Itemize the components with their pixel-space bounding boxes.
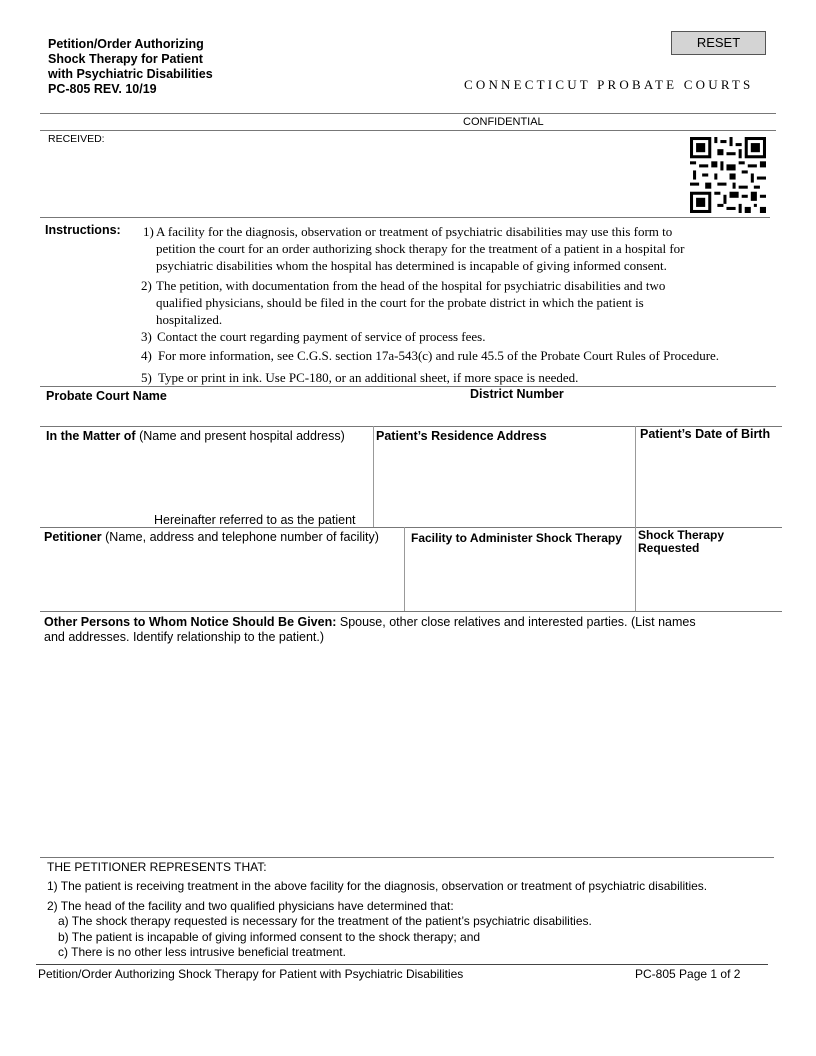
petitioner-label-bold: Petitioner [44,530,102,544]
footer-form-title: Petition/Order Authorizing Shock Therapy for Patient with Psychiatric Disabilities [38,967,464,981]
instruction-text: petition the court for an order authorizing shock therapy for the treatment of a patient in a hospital for [156,241,685,256]
instructions-label: Instructions: [45,223,121,237]
representation-sub-c: c) There is no other less intrusive beneficial treatment. [58,945,346,959]
item-number: 2) [141,278,152,293]
item-number: 5) [141,370,152,385]
item-number: 1) [143,224,154,239]
divider [40,386,776,387]
other-persons-rest: Spouse, other close relatives and interested parties. (List names [336,615,696,629]
column-divider [373,426,374,528]
matter-label [46,429,345,443]
other-persons-bold: Other Persons to Whom Notice Should Be Given: [44,615,337,629]
instruction-text: hospitalized. [156,312,223,327]
divider [40,113,776,114]
other-persons-line: and addresses. Identify relationship to the patient.) [44,630,325,644]
item-number: 3) [141,329,152,344]
instruction-text: psychiatric disabilities whom the hospital has determined is incapable of giving informed consent. [156,258,667,273]
footer-page-number: PC-805 Page 1 of 2 [635,967,741,981]
instruction-item-5 [141,369,781,386]
other-persons-line [44,615,784,630]
shock-therapy-requested-label [638,529,724,555]
shock-therapy-line: Requested [638,541,700,555]
divider [40,217,770,218]
instruction-item-1 [143,223,783,274]
instruction-text: Type or print in ink. Use PC-180, or an additional sheet, if more space is needed. [158,370,579,385]
column-divider [635,527,636,611]
footer-divider [36,964,768,965]
shock-therapy-line: Shock Therapy [638,528,725,542]
facility-label: Facility to Administer Shock Therapy [411,531,622,545]
title-line: with Psychiatric Disabilities [48,67,213,81]
form-number: PC-805 REV. 10/19 [48,82,157,96]
instruction-text: Contact the court regarding payment of service of process fees. [157,329,486,344]
hereinafter-label: Hereinafter referred to as the patient [154,513,356,527]
petitioner-label-rest: (Name, address and telephone number of facility) [101,530,379,544]
document-title [48,37,248,97]
qr-code [690,137,766,213]
column-divider [635,426,636,528]
column-divider [404,527,405,611]
petitioner-label [44,530,379,544]
representation-item-2: 2) The head of the facility and two qualified physicians have determined that: [47,899,454,913]
instruction-text: The petition, with documentation from the head of the hospital for psychiatric disabilities and two [156,278,666,293]
matter-label-rest: (Name and present hospital address) [135,429,345,443]
matter-label-bold: In the Matter of [46,429,136,443]
confidential-label: CONFIDENTIAL [463,116,544,128]
residence-address-label: Patient’s Residence Address [376,429,547,443]
instruction-item-2 [141,277,781,328]
title-line: Shock Therapy for Patient [48,52,203,66]
instruction-text: qualified physicians, should be filed in the court for the probate district in which the patient is [156,295,644,310]
divider [40,130,776,131]
instruction-item-4 [141,347,791,364]
other-persons-label [44,615,784,645]
instruction-item-3 [141,328,781,345]
item-number: 4) [141,348,152,363]
probate-court-name-label: Probate Court Name [46,389,167,403]
title-line: Petition/Order Authorizing [48,37,204,51]
representation-sub-a: a) The shock therapy requested is necessary for the treatment of the patient’s psychiatric disabilities. [58,914,592,928]
representation-item-1: 1) The patient is receiving treatment in the above facility for the diagnosis, observation or treatment of psychiatric disabilities. [47,879,708,893]
date-of-birth-label: Patient’s Date of Birth [640,427,771,441]
instruction-text: A facility for the diagnosis, observation or treatment of psychiatric disabilities may use this form to [156,224,673,239]
representation-sub-b: b) The patient is incapable of giving informed consent to the shock therapy; and [58,930,481,944]
court-name: CONNECTICUT PROBATE COURTS [464,77,754,92]
reset-button[interactable]: RESET [671,31,766,55]
divider [40,857,774,858]
divider [40,611,782,612]
representations-heading: THE PETITIONER REPRESENTS THAT: [47,860,267,874]
instruction-text: For more information, see C.G.S. section 17a-543(c) and rule 45.5 of the Probate Court Rules of Procedure. [158,348,720,363]
district-number-label: District Number [470,387,564,401]
received-label: RECEIVED: [48,133,105,145]
